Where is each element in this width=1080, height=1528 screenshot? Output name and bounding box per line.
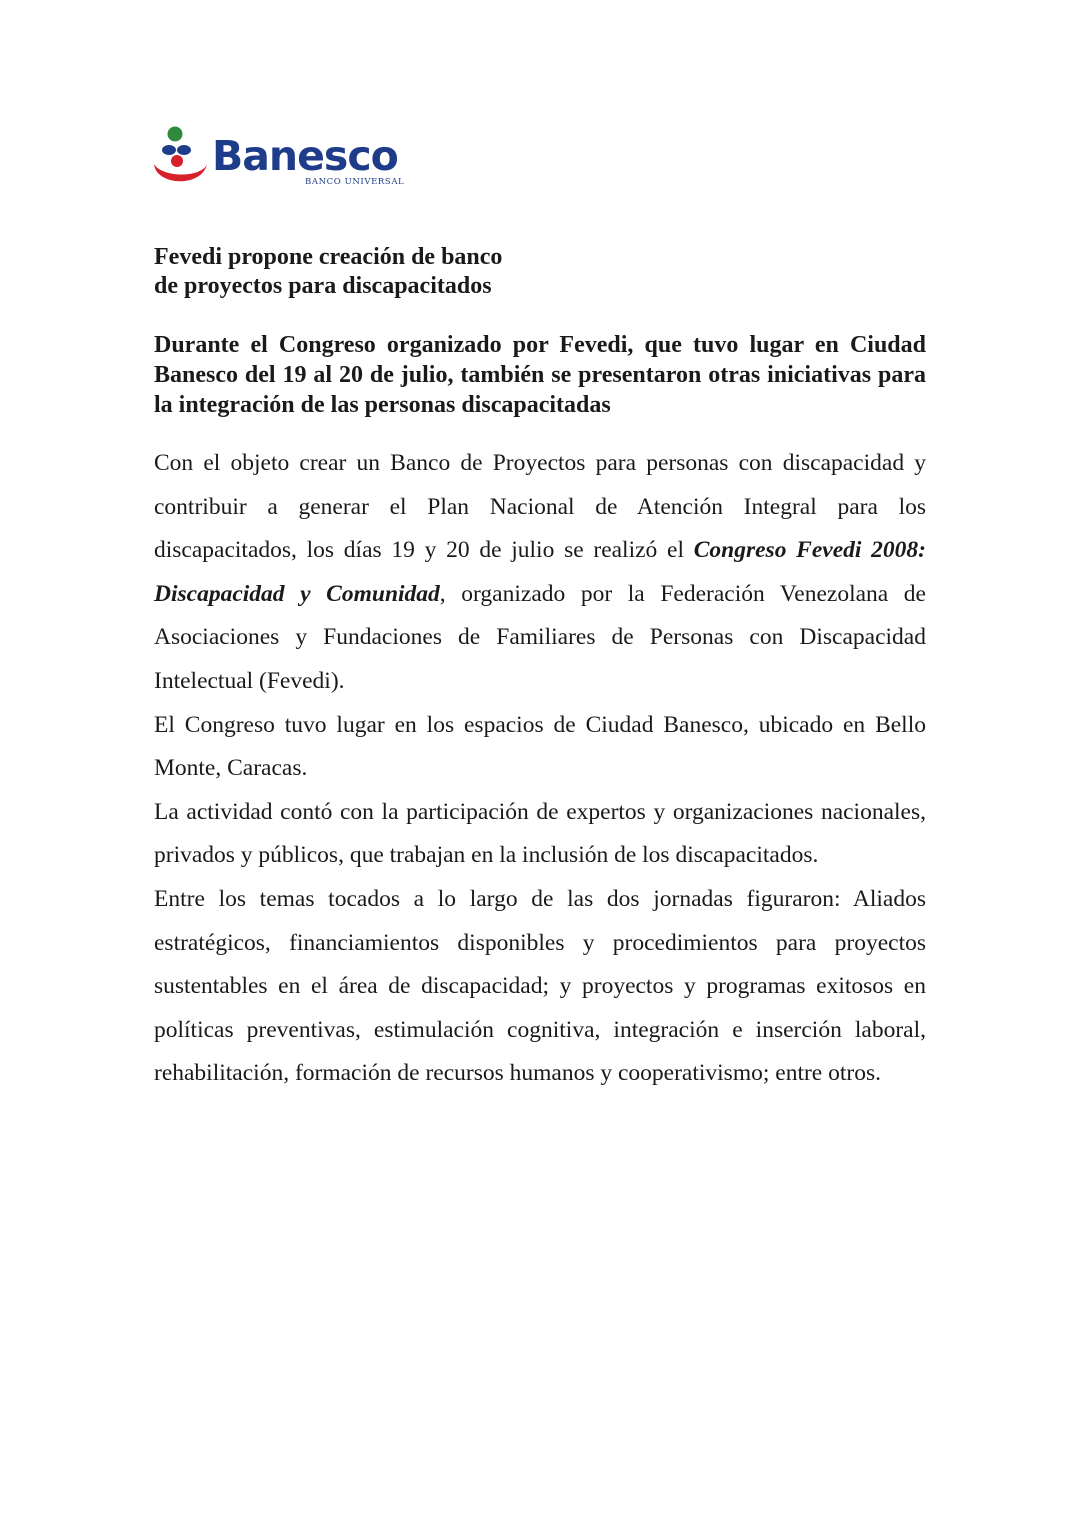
- p1-text-before: Con el objeto crear un Banco de Proyectos para personas con discapacidad y contribuir a generar el Plan Nacional de Atención Integral para los discapacitados, los días 19 y 20 de julio se realizó el: [154, 450, 926, 564]
- body-paragraph-1: [154, 442, 926, 704]
- banesco-logo: [152, 124, 422, 190]
- body-paragraph-4: Entre los temas tocados a lo largo de las dos jornadas figuraron: Aliados estratégicos, financiamientos disponibles y procedimientos para proyectos sustentables en el área de discapacidad; y proyectos y programas exitosos en políticas preventivas, estimulación cognitiva, integración e inserción laboral, rehabilitación, formación de recursos humanos y cooperativismo; entre otros.: [154, 885, 926, 1087]
- article-subheadline: Durante el Congreso organizado por Fevedi, que tuvo lugar en Ciudad Banesco del 19 al 20 de julio, también se presentaron otras iniciativas para la integración de las personas discapacitadas: [154, 332, 926, 418]
- body-paragraph-3: La actividad contó con la participación de expertos y organizaciones nacionales, privados y públicos, que trabajan en la inclusión de los discapacitados.: [154, 798, 926, 869]
- headline-line-1: Fevedi propone creación de banco: [154, 244, 503, 270]
- congress-title-emphasis: Congreso Fevedi 2008: Discapacidad y Comunidad: [154, 537, 926, 607]
- logo-tagline: Banco Universal: [305, 177, 405, 187]
- article-headline: [154, 243, 754, 301]
- p1-text-after: , organizado por la Federación Venezolana de Asociaciones y Fundaciones de Familiares de Personas con Discapacidad Intelectual (Fevedi).: [154, 580, 926, 694]
- body-paragraph-2: El Congreso tuvo lugar en los espacios de Ciudad Banesco, ubicado en Bello Monte, Caracas.: [154, 711, 926, 782]
- banesco-logo-mark: [152, 124, 422, 190]
- article-body: [154, 442, 926, 1096]
- headline-line-2: de proyectos para discapacitados: [154, 273, 492, 299]
- logo-wordmark: Banesco: [212, 132, 398, 180]
